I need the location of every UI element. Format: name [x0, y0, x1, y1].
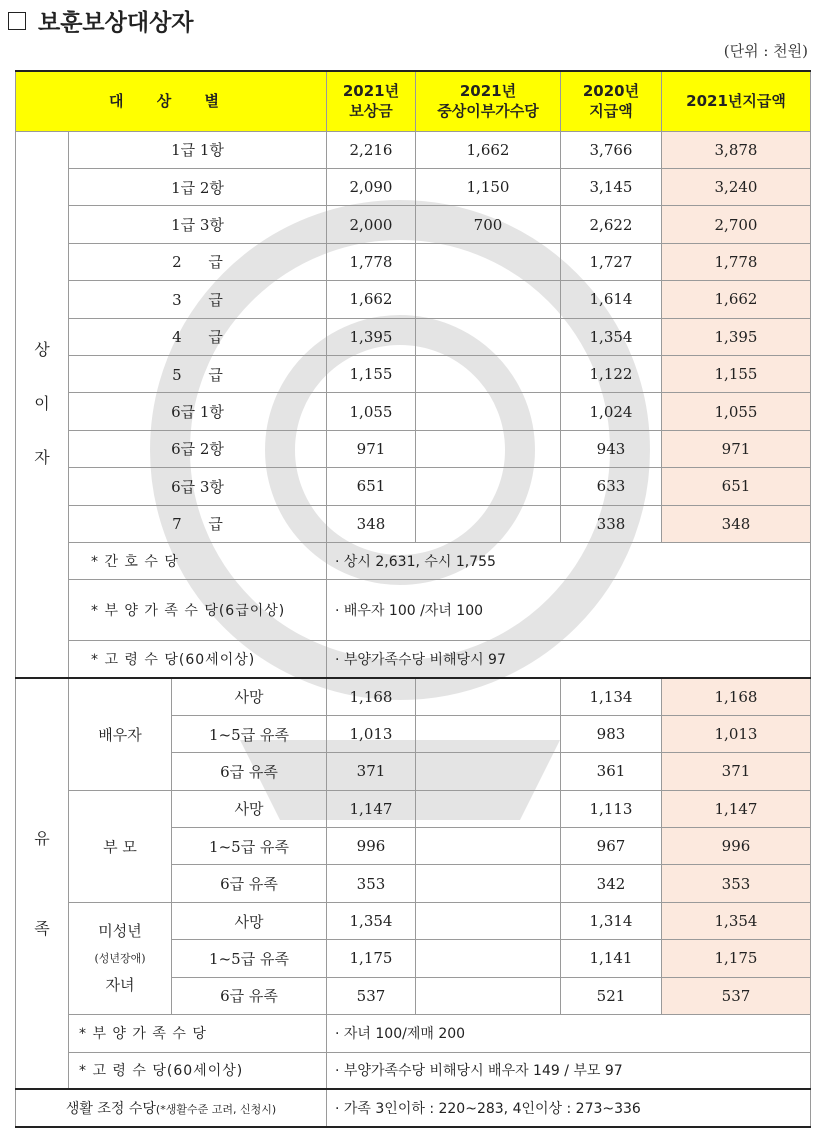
prev-cell: 338	[561, 505, 662, 542]
extra-cell	[416, 430, 561, 467]
sub-cell: 1~5급 유족	[172, 940, 327, 977]
comp-cell: 353	[327, 865, 416, 902]
prev-cell: 967	[561, 828, 662, 865]
extra-cell	[416, 393, 561, 430]
comp-cell: 2,216	[327, 131, 416, 168]
total-cell: 3,878	[662, 131, 811, 168]
comp-cell: 1,013	[327, 715, 416, 752]
prev-cell: 342	[561, 865, 662, 902]
note-label: * 고 령 수 당(60세이상)	[69, 1052, 327, 1089]
sub-cell: 1~5급 유족	[172, 715, 327, 752]
prev-cell: 1,113	[561, 790, 662, 827]
table-row	[16, 318, 811, 355]
extra-cell	[416, 281, 561, 318]
note-row	[16, 580, 811, 641]
grade-cell: 4 급	[69, 318, 327, 355]
grade-cell: 2 급	[69, 243, 327, 280]
extra-cell	[416, 865, 561, 902]
extra-cell	[416, 902, 561, 939]
extra-cell	[416, 355, 561, 392]
table-row	[16, 678, 811, 715]
extra-cell	[416, 505, 561, 542]
prev-cell: 1,122	[561, 355, 662, 392]
extra-cell	[416, 715, 561, 752]
section-label-bereaved: 유 족	[16, 678, 69, 1089]
prev-cell: 521	[561, 977, 662, 1014]
prev-cell: 1,354	[561, 318, 662, 355]
extra-cell	[416, 753, 561, 790]
table-row	[16, 206, 811, 243]
table-row	[16, 393, 811, 430]
table-row	[16, 355, 811, 392]
grade-cell: 1급 1항	[69, 131, 327, 168]
total-cell: 1,147	[662, 790, 811, 827]
table-row	[16, 131, 811, 168]
prev-cell: 3,145	[561, 168, 662, 205]
extra-cell	[416, 828, 561, 865]
note-row	[16, 1015, 811, 1052]
total-cell: 1,155	[662, 355, 811, 392]
table-row	[16, 430, 811, 467]
prev-cell: 1,314	[561, 902, 662, 939]
header-col2: 2021년 중상이부가수당	[416, 71, 561, 131]
prev-cell: 2,622	[561, 206, 662, 243]
extra-cell: 700	[416, 206, 561, 243]
total-cell: 2,700	[662, 206, 811, 243]
extra-cell	[416, 318, 561, 355]
extra-cell: 1,662	[416, 131, 561, 168]
total-cell: 3,240	[662, 168, 811, 205]
extra-cell	[416, 678, 561, 715]
header-col4: 2021년지급액	[662, 71, 811, 131]
sub-cell: 6급 유족	[172, 977, 327, 1014]
extra-cell	[416, 940, 561, 977]
note-value: · 부양가족수당 비해당시 배우자 149 / 부모 97	[327, 1052, 811, 1089]
total-cell: 353	[662, 865, 811, 902]
group-label: 부 모	[69, 790, 172, 902]
comp-cell: 1,147	[327, 790, 416, 827]
prev-cell: 1,614	[561, 281, 662, 318]
comp-cell: 1,662	[327, 281, 416, 318]
comp-cell: 537	[327, 977, 416, 1014]
prev-cell: 1,141	[561, 940, 662, 977]
prev-cell: 1,727	[561, 243, 662, 280]
unit-label: (단위 : 천원)	[723, 42, 808, 60]
note-row	[16, 542, 811, 579]
total-cell: 651	[662, 468, 811, 505]
extra-cell	[416, 468, 561, 505]
comp-cell: 1,354	[327, 902, 416, 939]
comp-cell: 971	[327, 430, 416, 467]
group-label: 배우자	[69, 678, 172, 790]
header-col3: 2020년 지급액	[561, 71, 662, 131]
prev-cell: 361	[561, 753, 662, 790]
extra-cell: 1,150	[416, 168, 561, 205]
note-value: · 자녀 100/제매 200	[327, 1015, 811, 1052]
total-cell: 1,662	[662, 281, 811, 318]
table-row	[16, 468, 811, 505]
total-cell: 971	[662, 430, 811, 467]
sub-cell: 6급 유족	[172, 753, 327, 790]
living-value: · 가족 3인이하 : 220~283, 4인이상 : 273~336	[327, 1089, 811, 1127]
comp-cell: 371	[327, 753, 416, 790]
comp-cell: 1,168	[327, 678, 416, 715]
comp-cell: 1,175	[327, 940, 416, 977]
note-row	[16, 641, 811, 678]
total-cell: 371	[662, 753, 811, 790]
table-row	[16, 168, 811, 205]
total-cell: 1,778	[662, 243, 811, 280]
extra-cell	[416, 243, 561, 280]
sub-cell: 사망	[172, 678, 327, 715]
total-cell: 537	[662, 977, 811, 1014]
page-title	[8, 4, 194, 37]
header-category: 대 상 별	[16, 71, 327, 131]
comp-cell: 2,090	[327, 168, 416, 205]
sub-cell: 1~5급 유족	[172, 828, 327, 865]
total-cell: 1,354	[662, 902, 811, 939]
table-row	[16, 281, 811, 318]
table-row	[16, 902, 811, 939]
compensation-table	[15, 70, 811, 1128]
prev-cell: 3,766	[561, 131, 662, 168]
total-cell: 348	[662, 505, 811, 542]
checkbox-square-icon	[8, 12, 26, 30]
total-cell: 1,055	[662, 393, 811, 430]
living-label: 생활 조정 수당(*생활수준 고려, 신청시)	[16, 1089, 327, 1127]
living-row	[16, 1089, 811, 1127]
sub-cell: 6급 유족	[172, 865, 327, 902]
comp-cell: 651	[327, 468, 416, 505]
grade-cell: 6급 1항	[69, 393, 327, 430]
comp-cell: 2,000	[327, 206, 416, 243]
grade-cell: 1급 2항	[69, 168, 327, 205]
note-value: · 부양가족수당 비해당시 97	[327, 641, 811, 678]
note-value: · 배우자 100 /자녀 100	[327, 580, 811, 641]
table-row	[16, 790, 811, 827]
prev-cell: 633	[561, 468, 662, 505]
note-label: * 부 양 가 족 수 당	[69, 1015, 327, 1052]
section-label-injured: 상 이 자	[16, 131, 69, 678]
total-cell: 1,168	[662, 678, 811, 715]
note-label: * 간 호 수 당	[69, 542, 327, 579]
prev-cell: 983	[561, 715, 662, 752]
comp-cell: 1,778	[327, 243, 416, 280]
total-cell: 1,395	[662, 318, 811, 355]
grade-cell: 7 급	[69, 505, 327, 542]
grade-cell: 3 급	[69, 281, 327, 318]
header-row	[16, 71, 811, 131]
note-value: · 상시 2,631, 수시 1,755	[327, 542, 811, 579]
group-label: 미성년 (성년장애) 자녀	[69, 902, 172, 1014]
prev-cell: 1,134	[561, 678, 662, 715]
grade-cell: 1급 3항	[69, 206, 327, 243]
total-cell: 1,175	[662, 940, 811, 977]
sub-cell: 사망	[172, 790, 327, 827]
sub-cell: 사망	[172, 902, 327, 939]
comp-cell: 348	[327, 505, 416, 542]
table-row	[16, 505, 811, 542]
comp-cell: 996	[327, 828, 416, 865]
grade-cell: 6급 3항	[69, 468, 327, 505]
note-row	[16, 1052, 811, 1089]
table-row	[16, 243, 811, 280]
comp-cell: 1,395	[327, 318, 416, 355]
extra-cell	[416, 790, 561, 827]
extra-cell	[416, 977, 561, 1014]
prev-cell: 943	[561, 430, 662, 467]
grade-cell: 5 급	[69, 355, 327, 392]
page-title-text: 보훈보상대상자	[38, 10, 194, 36]
prev-cell: 1,024	[561, 393, 662, 430]
comp-cell: 1,155	[327, 355, 416, 392]
grade-cell: 6급 2항	[69, 430, 327, 467]
comp-cell: 1,055	[327, 393, 416, 430]
total-cell: 1,013	[662, 715, 811, 752]
note-label: * 고 령 수 당(60세이상)	[69, 641, 327, 678]
header-col1: 2021년 보상금	[327, 71, 416, 131]
note-label: * 부 양 가 족 수 당(6급이상)	[69, 580, 327, 641]
total-cell: 996	[662, 828, 811, 865]
